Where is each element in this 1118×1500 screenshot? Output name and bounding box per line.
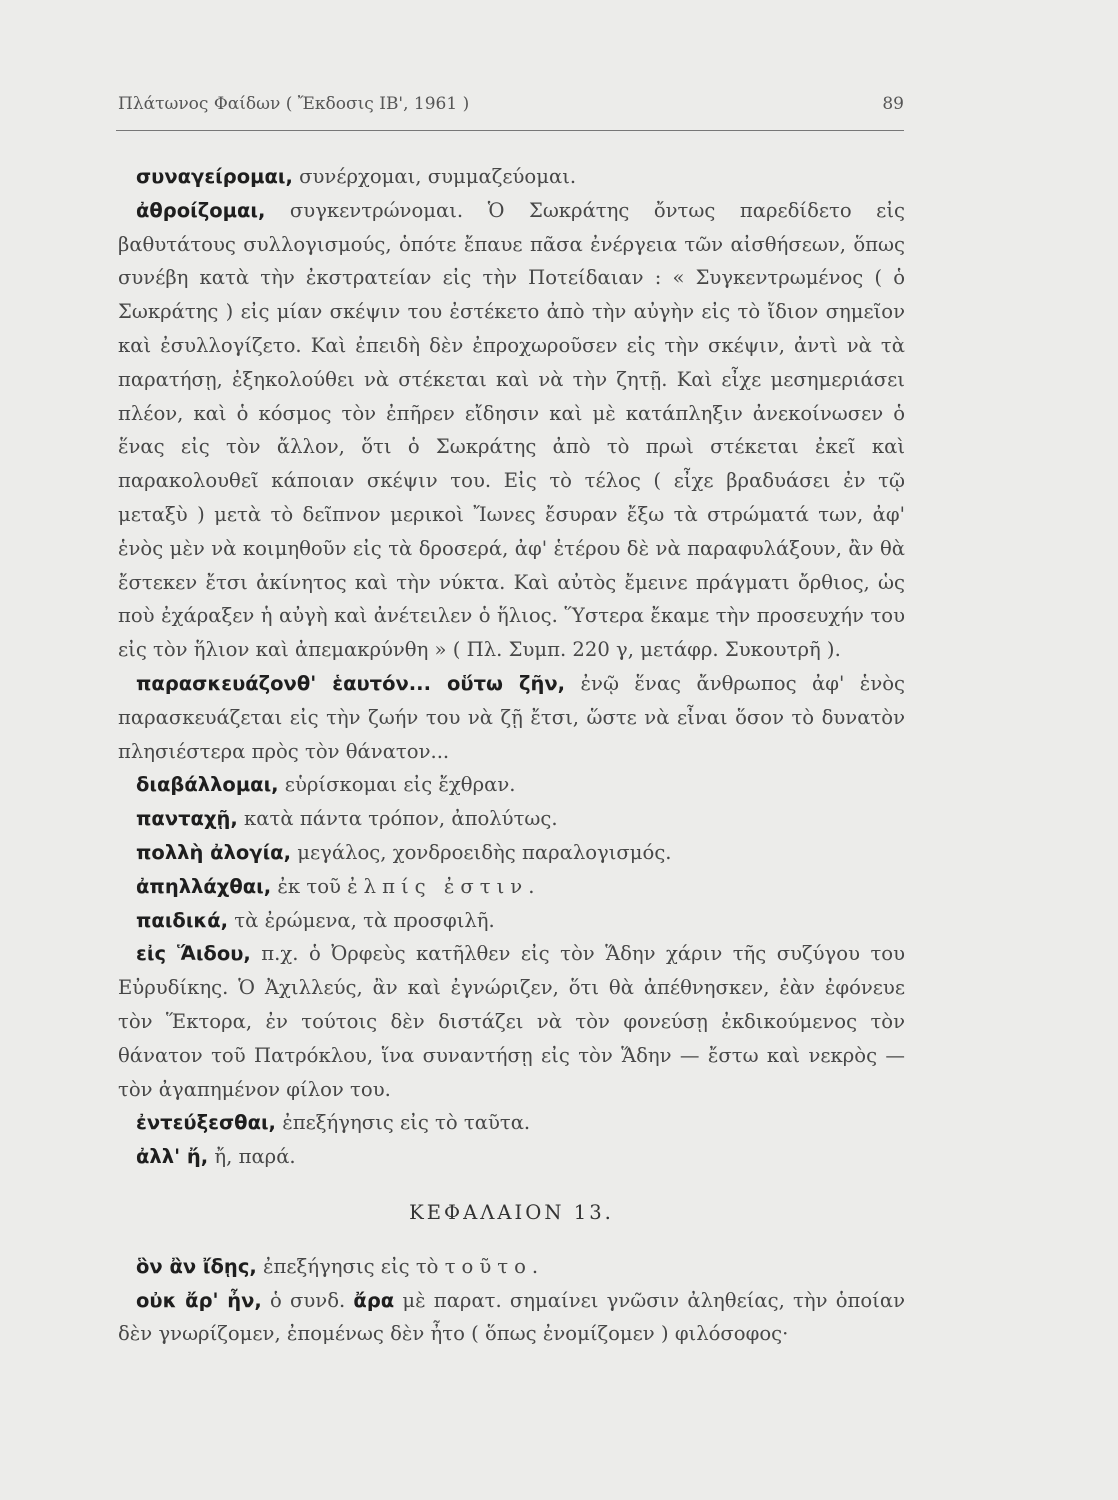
entry-text: συγκεντρώνομαι. Ὁ Σωκράτης ὄντως παρεδίδετο εἰς βαθυτάτους συλλογισμούς, ὁπότε ἔπαυε πᾶσα ἐνέργεια τῶν αἰσθήσεων, ὅπως συνέβη κατὰ τὴν ἐκστρατείαν εἰς τὴν Ποτείδαιαν : « Συγκεντρωμένος ( ὁ Σωκράτης ) εἰς μίαν σκέψιν του ἐστέκετο ἀπὸ τὴν αὐγὴν εἰς τὸ ἴδιον σημεῖον καὶ ἐσυλλογίζετο. Καὶ ἐπειδὴ δὲν ἐπροχωροῦσεν εἰς τὴν σκέψιν, ἀντὶ νὰ τὰ παρατήσῃ, ἐξηκολούθει νὰ στέκεται καὶ νὰ τὴν ζητῇ. Καὶ εἶχε μεσημεριάσει πλέον, καὶ ὁ κόσμος τὸν ἐπῆρεν εἴδησιν καὶ μὲ κατάπληξιν ἀνεκοίνωσεν ὁ ἕνας εἰς τὸν ἄλλον, ὅτι ὁ Σωκράτης ἀπὸ τὸ πρωὶ στέκεται ἐκεῖ καὶ παρακολουθεῖ κάποιαν σκέψιν του. Εἰς τὸ τέλος ( εἶχε βραδυάσει ἐν τῷ μεταξὺ ) μετὰ τὸ δεῖπνον μερικοὶ Ἴωνες ἔσυραν ἔξω τὰ στρώματά των, ἀφ' ἑνὸς μὲν νὰ κοιμηθοῦν εἰς τὰ δροσερά, ἀφ' ἑτέρου δὲ νὰ παραφυλάξουν, ἂν θὰ ἔστεκεν ἔτσι ἀκίνητος καὶ τὴν νύκτα. Καὶ αὐτὸς ἔμεινε πράγματι ὄρθιος, ὡς ποὺ ἐχάραξεν ἡ αὐγὴ καὶ ἀνέτειλεν ὁ ἥλιος. Ὕστερα ἔκαμε τὴν προσευχήν του εἰς τὸν ἥλιον καὶ ἀπεμακρύνθη » ( Πλ. Συμπ. 220 γ, μετάφρ. Συκουτρῆ ). bbox=[118, 198, 905, 662]
entry-head: πανταχῇ, bbox=[136, 807, 238, 831]
entry-text: π.χ. ὁ Ὀρφεὺς κατῆλθεν εἰς τὸν Ἅδην χάριν τῆς συζύγου του Εὐρυδίκης. Ὁ Ἀχιλλεύς, ἂν καὶ ἐγνώριζεν, ὅτι θὰ ἀπέθνησκεν, ἐὰν ἐφόνευε τὸν Ἕκτορα, ἐν τούτοις δὲν διστάζει νὰ τὸν φονεύσῃ ἐκδικούμενος τὸν θάνατον τοῦ Πατρόκλου, ἵνα συναντήσῃ εἰς τὸν Ἅδην — ἔστω καὶ νεκρὸς — τὸν ἀγαπημένον φίλον του. bbox=[118, 942, 905, 1101]
entry-after: μὲ παρατ. σημαίνει γνῶσιν ἀληθείας, τὴν ὁποίαν δὲν γνωρίζομεν, ἐπομένως δὲν ἦτο ( ὅπως ἐνομίζομεν ) φιλόσοφος· bbox=[118, 1288, 905, 1346]
entry-text: ἤ, παρά. bbox=[208, 1145, 296, 1169]
entry-ouk-ar-in bbox=[118, 1284, 905, 1352]
running-title: Πλάτωνος Φαίδων ( Ἔκδοσις ΙΒ', 1961 ) bbox=[118, 94, 470, 114]
entry-after: . bbox=[531, 1254, 539, 1278]
entry-text: εὑρίσκομαι εἰς ἔχθραν. bbox=[278, 773, 516, 797]
entry-head: ἀλλ' ἤ, bbox=[136, 1145, 209, 1169]
entry-text: κατὰ πάντα τρόπον, ἀπολύτως. bbox=[237, 807, 558, 831]
chapter-heading: ΚΕΦΑΛΑΙΟΝ 13. bbox=[409, 1200, 614, 1224]
entry-head: ἐντεύξεσθαι, bbox=[136, 1111, 276, 1135]
entry-paidika bbox=[118, 904, 905, 938]
page-body bbox=[118, 160, 905, 1351]
entry-head: διαβάλλομαι, bbox=[136, 773, 279, 797]
entry-after: . bbox=[528, 874, 535, 898]
entry-paraskeuazonth bbox=[118, 667, 905, 768]
header-rule bbox=[116, 130, 904, 131]
entry-synageiromai bbox=[118, 160, 905, 194]
entry-head: οὐκ ἄρ' ἦν, bbox=[136, 1288, 262, 1312]
page-number: 89 bbox=[882, 94, 904, 114]
running-header bbox=[118, 94, 904, 114]
entry-on-an-idis bbox=[118, 1250, 905, 1284]
entry-eis-aidou bbox=[118, 937, 905, 1106]
entry-athroizomai bbox=[118, 194, 905, 667]
entry-head: παρασκευάζονθ' ἑαυτόν... οὕτω ζῆν, bbox=[136, 671, 566, 695]
entry-head: εἰς Ἅιδου, bbox=[136, 942, 251, 966]
entry-head: ἀπηλλάχθαι, bbox=[136, 874, 272, 898]
entry-all-i bbox=[118, 1140, 905, 1174]
entry-text: ἐπεξήγησις εἰς τὸ bbox=[256, 1254, 445, 1278]
entry-diaballomai bbox=[118, 768, 905, 802]
entry-head: συναγείρομαι, bbox=[136, 165, 293, 188]
entry-head-secondary: ἄρα bbox=[353, 1288, 395, 1312]
entry-polli-alogia bbox=[118, 836, 905, 870]
entry-head: ὃν ἂν ἴδῃς, bbox=[136, 1254, 257, 1278]
entry-text: ἐνῷ ἕνας ἄνθρωπος ἀφ' ἑνὸς παρασκευάζεται εἰς τὴν ζωήν του νὰ ζῇ ἔτσι, ὥστε νὰ εἶναι ὅσον τὸ δυνατὸν πλησιέστερα πρὸς τὸν θάνατον... bbox=[118, 671, 906, 763]
entry-head: παιδικά, bbox=[136, 908, 229, 932]
entry-text: ἐπεξήγησις εἰς τὸ ταῦτα. bbox=[275, 1111, 531, 1135]
entry-text: ἐκ τοῦ bbox=[271, 874, 348, 898]
spaced-reference: ἐλπίς ἐστιν bbox=[347, 874, 529, 898]
entry-head: ἀθροίζομαι, bbox=[136, 198, 266, 222]
entry-apillachthai bbox=[118, 870, 905, 904]
spaced-reference: τοῦτο bbox=[444, 1254, 532, 1278]
entry-text: ὁ συνδ. bbox=[261, 1288, 354, 1312]
entry-pantachi bbox=[118, 802, 905, 836]
entry-enteuxesthai bbox=[118, 1106, 905, 1140]
entry-text: μεγάλος, χονδροειδὴς παραλογισμός. bbox=[291, 840, 672, 864]
entry-text: συνέρχομαι, συμμαζεύομαι. bbox=[292, 165, 577, 188]
entry-head: πολλὴ ἀλογία, bbox=[136, 840, 291, 864]
entry-text: τὰ ἐρώμενα, τὰ προσφιλῆ. bbox=[228, 908, 495, 932]
